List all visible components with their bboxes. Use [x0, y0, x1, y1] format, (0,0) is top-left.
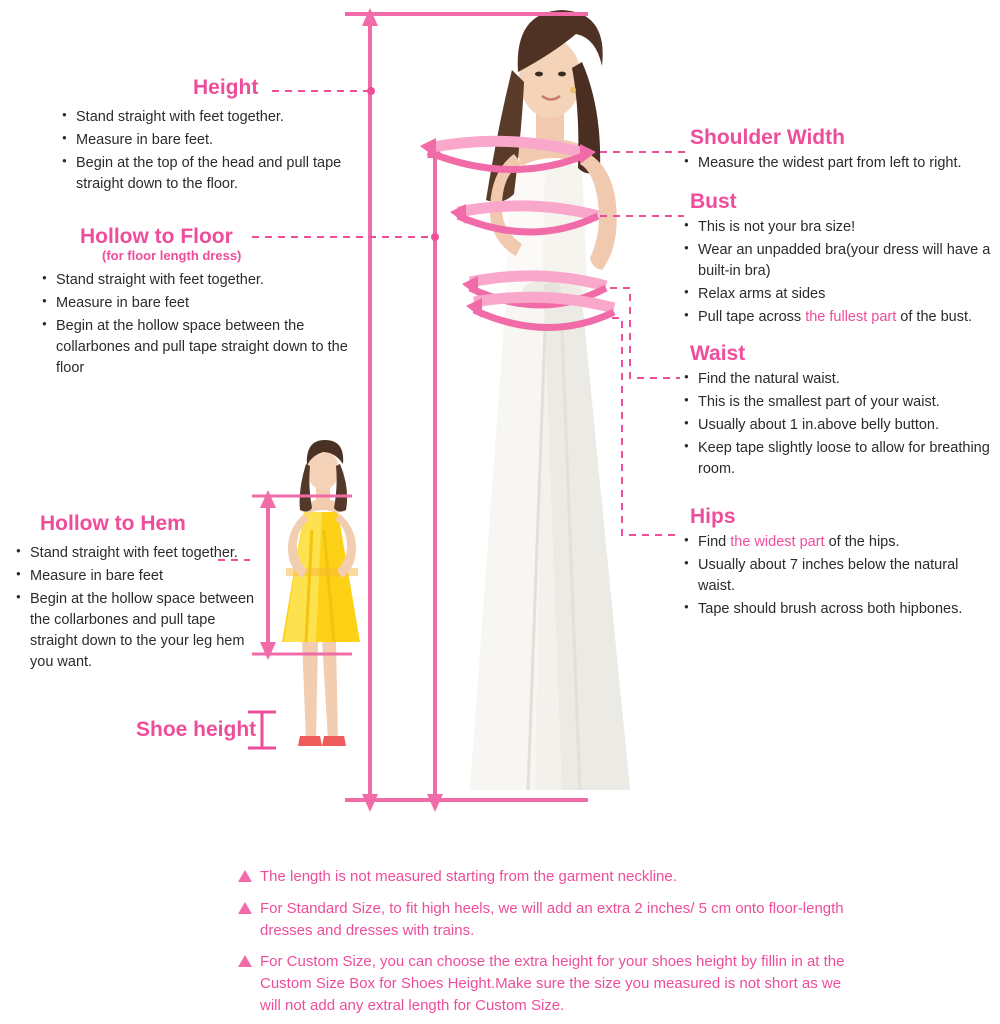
hips-heading: Hips	[690, 505, 736, 528]
list-item: ● Wear an unpadded bra(your dress will have a built-in bra)	[682, 240, 995, 282]
list-item: ● Stand straight with feet together.	[40, 270, 350, 291]
height-bullets	[60, 107, 360, 195]
section-waist	[690, 342, 990, 482]
hollow-to-floor-bullets	[40, 270, 350, 379]
list-item: ● Measure in bare feet.	[60, 130, 360, 151]
waist-heading: Waist	[690, 342, 746, 365]
list-item: ● Tape should brush across both hipbones.	[682, 599, 990, 620]
list-item: ● Measure in bare feet	[14, 566, 264, 587]
section-hips	[690, 505, 990, 622]
note-2	[238, 898, 858, 942]
list-item: ● This is not your bra size!	[682, 217, 995, 238]
list-item: ● Usually about 7 inches below the natural waist.	[682, 555, 990, 597]
waist-bullets	[682, 369, 990, 480]
section-height	[60, 76, 360, 197]
bust-heading: Bust	[690, 190, 737, 213]
list-item: ● Begin at the hollow space between the collarbones and pull tape straight down to the floor	[40, 316, 350, 379]
hollow-to-floor-subheading: (for floor length dress)	[102, 248, 242, 264]
hollow-to-hem-heading: Hollow to Hem	[40, 512, 186, 535]
list-item: ● Usually about 1 in.above belly button.	[682, 415, 990, 436]
section-shoe-height	[136, 718, 256, 741]
list-item: ● Stand straight with feet together.	[60, 107, 360, 128]
shoulder-width-bullets	[682, 153, 990, 174]
hips-highlight: the widest part	[730, 534, 825, 551]
footer-notes	[238, 866, 858, 1017]
note-3	[238, 951, 858, 1016]
list-item: ● Relax arms at sides	[682, 284, 995, 305]
note-text: For Standard Size, to fit high heels, we will add an extra 2 inches/ 5 cm onto floor-length dresses and dresses with trains.	[260, 899, 844, 939]
triangle-bullet-icon	[238, 955, 252, 967]
list-item-hips-widest: ● Find the widest part of the hips.	[682, 532, 990, 553]
height-heading: Height	[193, 76, 259, 99]
list-item: ● This is the smallest part of your waist.	[682, 392, 990, 413]
shoe-height-heading: Shoe height	[136, 718, 257, 741]
list-item: ● Begin at the hollow space between the collarbones and pull tape straight down to the your leg hem you want.	[14, 589, 264, 673]
section-hollow-to-floor	[40, 225, 350, 381]
note-text: The length is not measured starting from the garment neckline.	[260, 868, 677, 885]
bust-bullets	[682, 217, 995, 328]
list-item: ● Measure in bare feet	[40, 293, 350, 314]
shoulder-width-heading: Shoulder Width	[690, 126, 845, 149]
note-text: For Custom Size, you can choose the extra height for your shoes height by fillin in at the Custom Size Box for Shoes Height.Make sure the size you measured is not short as we will not add any extral length for Custom Size.	[260, 953, 845, 1014]
triangle-bullet-icon	[238, 870, 252, 882]
list-item: ● Measure the widest part from left to right.	[682, 153, 990, 174]
list-item: ● Stand straight with feet together.	[14, 543, 264, 564]
list-item-bust-fullest: ● Pull tape across the fullest part of the bust.	[682, 307, 995, 328]
note-1	[238, 866, 858, 888]
hollow-to-hem-bullets	[14, 543, 264, 673]
list-item: ● Find the natural waist.	[682, 369, 990, 390]
list-item: ● Begin at the top of the head and pull tape straight down to the floor.	[60, 153, 360, 195]
hollow-to-floor-heading: Hollow to Floor	[80, 225, 233, 248]
bust-highlight: the fullest part	[805, 309, 897, 326]
section-hollow-to-hem	[14, 512, 264, 675]
section-shoulder-width	[690, 126, 990, 176]
hips-bullets	[682, 532, 990, 620]
section-bust	[690, 190, 995, 330]
list-item: ● Keep tape slightly loose to allow for breathing room.	[682, 438, 990, 480]
triangle-bullet-icon	[238, 902, 252, 914]
